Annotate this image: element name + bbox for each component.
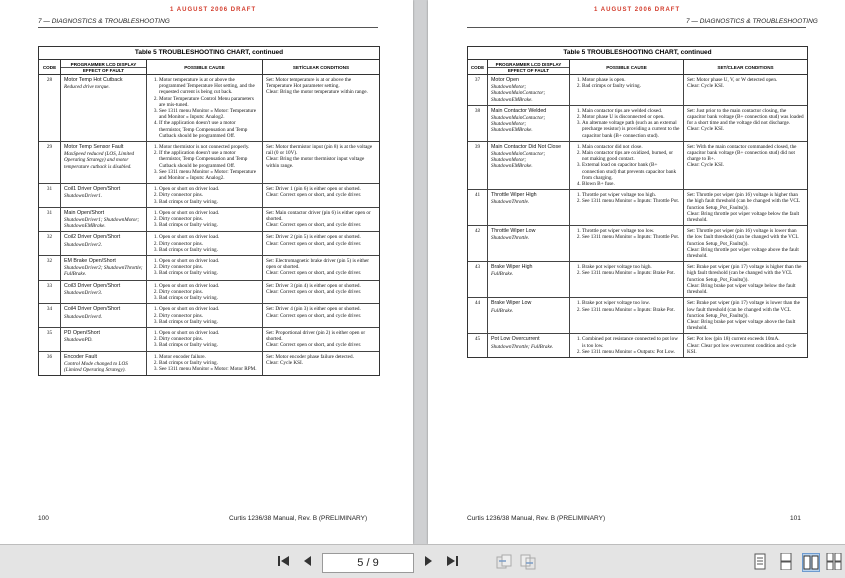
possible-cause-cell <box>147 256 263 280</box>
cause-item: 1. Open or short on driver load. <box>159 283 259 289</box>
set-clear-cell <box>684 334 807 357</box>
single-page-view-button[interactable] <box>752 553 768 570</box>
fault-name: Coil3 Driver Open/Short <box>64 282 121 289</box>
fault-code: 34 <box>39 304 61 327</box>
fault-display-cell <box>488 334 570 357</box>
cause-item: 1. Throttle pot wiper voltage too low. <box>582 228 680 234</box>
fault-name: Throttle Wiper High <box>491 192 537 199</box>
cause-item: 2. Bad crimps or faulty wiring. <box>582 83 680 89</box>
cause-item: 1. Brake pot wiper voltage too low. <box>582 300 680 306</box>
set-condition: Set: With the main contactor commanded closed, the capacitor bank voltage (B+ connection stud) did not charge to B+. <box>687 143 797 163</box>
fault-effect: ShutdownMainContactor; ShutdownMotor; ShutdownEMBrake. <box>491 115 546 134</box>
two-page-continuous-view-button[interactable] <box>826 553 842 570</box>
cause-item: 3. Bad crimps or faulty wiring. <box>159 247 259 253</box>
fault-code: 28 <box>39 75 61 141</box>
set-condition: Set: Brake pot wiper (pin 17) voltage is lower than the low fault threshold (can be changed with the VCL function Setup_Pot_Faults()). <box>687 300 800 319</box>
clear-condition: Clear: Bring the motor temperature within range. <box>266 89 368 96</box>
cause-list <box>150 186 259 205</box>
draft-stamp: 1 AUGUST 2006 DRAFT <box>594 7 681 13</box>
cause-list <box>150 77 259 139</box>
set-condition: Set: Motor phase U, V, or W detected open. <box>687 77 778 83</box>
set-condition: Set: Motor encoder phase failure detected. <box>266 353 354 360</box>
table-row <box>39 328 379 352</box>
fault-name: Encoder Fault <box>64 353 97 360</box>
fault-name: Throttle Wiper Low <box>491 228 536 235</box>
table-row <box>468 106 807 142</box>
fault-effect: FullBrake. <box>491 271 514 278</box>
cause-item: 3. Bad crimps or faulty wiring. <box>159 319 259 325</box>
page-101 <box>428 0 845 544</box>
fault-effect: FullBrake. <box>491 307 514 314</box>
cause-item: 4. Blown B+ fuse. <box>582 181 680 187</box>
clear-condition: Clear: Correct open or short, and cycle driver. <box>266 192 362 199</box>
page-100 <box>0 0 413 544</box>
fault-name: PD Open/Short <box>64 329 100 336</box>
fault-name: Motor Temp Sensor Fault <box>64 144 124 151</box>
table-title: Table 5 TROUBLESHOOTING CHART, continued <box>39 47 379 60</box>
single-page-icon <box>752 553 768 570</box>
troubleshooting-table <box>467 46 808 358</box>
set-clear-cell <box>263 232 379 255</box>
set-clear-cell <box>263 75 379 141</box>
cause-list <box>573 108 680 139</box>
header-cause: POSSIBLE CAUSE <box>570 60 684 74</box>
table-row <box>39 184 379 208</box>
header-code: CODE <box>468 60 488 74</box>
possible-cause-cell <box>570 75 684 105</box>
fault-name: Motor Temp Hot Cutback <box>64 77 123 83</box>
possible-cause-cell <box>570 190 684 225</box>
fault-display-cell <box>61 304 147 327</box>
set-condition: Set: Throttle pot wiper (pin 16) voltage is lower than the low fault threshold (can be changed with the VCL function Setup_Pot_Faults()). <box>687 228 799 247</box>
cause-item: 2. Dirty connector pins. <box>159 264 259 270</box>
table-row <box>468 298 807 334</box>
fault-display-cell <box>488 262 570 297</box>
cause-item: 1. Combined pot resistance connected to pot low is too low. <box>582 336 680 348</box>
cause-item: 1. Motor phase is open. <box>582 77 680 83</box>
clear-condition: Clear: Bring brake pot wiper voltage below the fault threshold. <box>687 282 796 296</box>
previous-page-button[interactable] <box>300 554 316 570</box>
fault-name: EM Brake Open/Short <box>64 258 116 265</box>
set-condition: Set: Driver 1 (pin 6) is either open or shorted. <box>266 186 361 193</box>
cause-list <box>150 144 259 181</box>
header-conditions: SET/CLEAR CONDITIONS <box>292 64 350 70</box>
set-condition: Set: Motor thermistor input (pin 8) is at the voltage rail (0 or 10V). <box>266 144 373 157</box>
set-clear-cell <box>684 190 807 225</box>
fault-display-cell <box>488 75 570 105</box>
cause-list <box>573 336 680 355</box>
fault-display-cell <box>488 142 570 189</box>
set-condition: Set: Just prior to the main contactor closing, the capacitor bank voltage (B+ connection stud) was loaded for a short time and the voltage did not discharge. <box>687 107 804 127</box>
possible-cause-cell <box>570 226 684 261</box>
fault-name: Brake Wiper Low <box>491 300 532 307</box>
possible-cause-cell <box>147 208 263 232</box>
cause-list <box>150 283 259 302</box>
fault-effect: ShutdownDriver2; ShutdownThrottle; FullBrake. <box>64 265 143 278</box>
clear-condition: Clear: Bring the motor thermistor input voltage within range. <box>266 156 365 169</box>
header-display: PROGRAMMER LCD DISPLAY EFFECT OF FAULT <box>488 60 570 74</box>
clear-condition: Clear: Cycle KSI. <box>687 126 725 133</box>
troubleshooting-table <box>38 46 380 376</box>
set-clear-cell <box>684 106 807 141</box>
page-number: 101 <box>790 515 801 522</box>
fault-display-cell <box>61 142 147 183</box>
set-clear-cell <box>684 262 807 297</box>
fault-display-cell <box>488 226 570 261</box>
cause-item: 3. Bad crimps or faulty wiring. <box>159 199 259 205</box>
cause-item: 3. Bad crimps or faulty wiring. <box>159 270 259 276</box>
clear-condition: Clear: Bring throttle pot wiper voltage above the fault threshold. <box>687 246 799 260</box>
table-row <box>39 304 379 328</box>
table-row <box>39 208 379 233</box>
cause-item: 3. See 1311 menu Monitor » Motor: Motor RPM. <box>159 366 259 372</box>
fault-name: Pot Low Overcurrent <box>491 336 540 343</box>
cause-item: 2. See 1311 menu Monitor » Inputs: Throttle Pot. <box>582 234 680 240</box>
clear-condition: Clear: Bring brake pot wiper voltage above the fault threshold. <box>687 318 796 332</box>
set-clear-cell <box>684 75 807 105</box>
fault-effect: ShutdownDriver1; ShutdownMotor; ShutdownEMBrake. <box>64 217 140 230</box>
fault-display-cell <box>61 256 147 280</box>
table-column-headers <box>39 60 379 75</box>
table-title: Table 5 TROUBLESHOOTING CHART, continued <box>468 47 807 60</box>
fault-code: 43 <box>468 262 488 297</box>
clear-condition: Clear: Correct open or short, and cycle driver. <box>266 240 362 247</box>
cause-list <box>150 330 259 349</box>
table-body <box>39 75 379 375</box>
set-clear-cell <box>263 142 379 183</box>
set-clear-cell <box>684 226 807 261</box>
fault-code: 37 <box>468 75 488 105</box>
fault-name: Brake Wiper High <box>491 264 533 271</box>
possible-cause-cell <box>570 106 684 141</box>
fault-name: Main Contactor Welded <box>491 107 547 114</box>
cause-item: 1. Motor thermistor is not connected properly. <box>159 144 259 150</box>
cause-item: 3. Bad crimps or faulty wiring. <box>159 222 259 228</box>
cause-list <box>573 77 680 89</box>
fault-code: 29 <box>39 142 61 183</box>
clear-condition: Clear: Clear pot low overcurrent condition and cycle KSI. <box>687 342 797 355</box>
cause-item: 2. Dirty connector pins. <box>159 313 259 319</box>
cause-item: 2. See 1311 menu Monitor » Inputs: Brake Pot. <box>582 307 680 313</box>
two-page-icon <box>803 554 819 571</box>
fault-name: Coil4 Driver Open/Short <box>64 306 121 313</box>
fault-code: 32 <box>39 232 61 255</box>
cause-item: 1. Brake pot wiper voltage too high. <box>582 264 680 270</box>
cause-item: 2. Dirty connector pins. <box>159 336 259 342</box>
table-row <box>468 75 807 106</box>
cause-item: 1. Open or short on driver load. <box>159 186 259 192</box>
fault-code: 42 <box>468 226 488 261</box>
set-clear-cell <box>684 142 807 189</box>
table-row <box>39 75 379 142</box>
header-cause: POSSIBLE CAUSE <box>147 60 263 74</box>
fault-display-cell <box>488 298 570 333</box>
cause-item: 2. See 1311 menu Monitor » Inputs: Brake Pot. <box>582 270 680 276</box>
cause-list <box>573 192 680 204</box>
fault-name: Coil1 Driver Open/Short <box>64 186 121 193</box>
fault-effect: ShutdownMotor; ShutdownMainContactor; ShutdownEMBrake. <box>491 84 546 103</box>
header-conditions: SET/CLEAR CONDITIONS <box>717 64 774 70</box>
two-page-continuous-icon <box>826 553 842 570</box>
fault-display-cell <box>61 208 147 232</box>
cause-item: 2. Motor Temperature Control Menu parameters are mis-tuned. <box>159 96 259 108</box>
fault-effect: ShutdownDriver1. <box>64 193 103 200</box>
cause-list <box>573 300 680 312</box>
cause-item: 2. Dirty connector pins. <box>159 192 259 198</box>
set-condition: Set: Driver 3 (pin 4) is either open or shorted. <box>266 282 361 289</box>
viewer-toolbar <box>0 544 845 578</box>
cause-item: 1. Open or short on driver load. <box>159 306 259 312</box>
fault-effect: Reduced drive torque. <box>64 84 110 91</box>
clear-condition: Clear: Cycle KSI. <box>687 162 725 169</box>
cause-item: 1. Main contactor did not close. <box>582 144 680 150</box>
forward-view-icon <box>520 554 536 570</box>
clear-condition: Clear: Cycle KSI. <box>266 359 304 366</box>
fault-display-cell <box>488 106 570 141</box>
fault-code: 45 <box>468 334 488 357</box>
table-row <box>468 142 807 190</box>
table-row <box>468 262 807 298</box>
cause-item: 2. Bad crimps or faulty wiring. <box>159 360 259 366</box>
fault-code: 35 <box>39 328 61 351</box>
first-page-button[interactable] <box>276 554 292 570</box>
cause-item: 2. Main contactor tips are oxidized, burned, or not making good contact. <box>582 150 680 162</box>
cause-item: 1. Motor encoder failure. <box>159 354 259 360</box>
possible-cause-cell <box>570 298 684 333</box>
page-footer: Curtis 1236/38 Manual, Rev. B (PRELIMINARY) <box>467 515 606 522</box>
back-view-icon <box>496 554 512 570</box>
cause-item: 1. Open or short on driver load. <box>159 210 259 216</box>
fault-effect: ShutdownPD. <box>64 337 93 344</box>
fault-display-cell <box>61 352 147 376</box>
cause-item: 1. Open or short on driver load. <box>159 258 259 264</box>
draft-stamp: 1 AUGUST 2006 DRAFT <box>170 7 257 13</box>
fault-effect: ShutdownThrottle. <box>491 235 530 242</box>
set-condition: Set: Throttle pot wiper (pin 16) voltage is higher than the high fault threshold (can be changed with the VCL function Setup_Pot_Faults()). <box>687 192 800 211</box>
cause-item: 2. Dirty connector pins. <box>159 241 259 247</box>
cause-item: 2. Dirty connector pins. <box>159 289 259 295</box>
cause-item: 1. Open or short on driver load. <box>159 330 259 336</box>
possible-cause-cell <box>570 142 684 189</box>
possible-cause-cell <box>147 232 263 255</box>
clear-condition: Clear: Correct open or short, and cycle driver. <box>266 288 362 295</box>
fault-effect: ShutdownDriver2. <box>64 241 103 248</box>
table-row <box>39 352 379 376</box>
chapter-header: 7 — DIAGNOSTICS & TROUBLESHOOTING <box>38 18 170 25</box>
header-rule <box>38 27 378 28</box>
fault-effect: ShutdownDriver3. <box>64 289 103 296</box>
fault-display-cell <box>61 281 147 304</box>
continuous-view-button[interactable] <box>778 553 794 570</box>
possible-cause-cell <box>147 281 263 304</box>
cause-item: 2. See 1311 menu Monitor » Inputs: Throttle Pot. <box>582 198 680 204</box>
page-number: 100 <box>38 515 49 522</box>
first-page-icon <box>277 554 291 568</box>
possible-cause-cell <box>147 304 263 327</box>
header-code: CODE <box>39 60 61 74</box>
table-row <box>39 256 379 281</box>
clear-condition: Clear: Bring throttle pot wiper voltage below the fault threshold. <box>687 210 800 224</box>
fault-code: 39 <box>468 142 488 189</box>
cause-item: 2. See 1311 menu Monitor » Outputs: Pot Low. <box>582 349 680 355</box>
set-clear-cell <box>684 298 807 333</box>
set-clear-cell <box>263 352 379 376</box>
chapter-header: 7 — DIAGNOSTICS & TROUBLESHOOTING <box>686 18 818 25</box>
possible-cause-cell <box>570 334 684 357</box>
fault-code: 31 <box>39 208 61 232</box>
set-clear-cell <box>263 328 379 351</box>
back-view-button[interactable] <box>496 554 512 570</box>
cause-item: 2. Motor phase U is disconnected or open. <box>582 114 680 120</box>
cause-item: 3. Bad crimps or faulty wiring. <box>159 342 259 348</box>
possible-cause-cell <box>147 142 263 183</box>
set-clear-cell <box>263 256 379 280</box>
set-condition: Set: Main contactor driver (pin 6) is either open or shorted. <box>266 209 371 223</box>
fault-effect: ShutdownDriver4. <box>64 313 103 320</box>
header-rule <box>467 27 806 28</box>
cause-list <box>150 234 259 253</box>
cause-list <box>573 228 680 240</box>
cause-item: 1. Open or short on driver load. <box>159 234 259 240</box>
possible-cause-cell <box>147 352 263 376</box>
two-page-view-button[interactable] <box>802 553 820 572</box>
fault-effect: Control Mode changed to LOS (Limited Operating Strategy). <box>64 360 128 373</box>
last-page-button[interactable] <box>444 554 460 570</box>
fault-name: Main Contactor Did Not Close <box>491 143 562 150</box>
fault-code: 31 <box>39 184 61 207</box>
set-condition: Set: Brake pot wiper (pin 17) voltage is higher than the high fault threshold (can be changed with the VCL function Setup_Pot_Faults()). <box>687 264 802 283</box>
fault-display-cell <box>61 184 147 207</box>
fault-display-cell <box>488 190 570 225</box>
possible-cause-cell <box>147 328 263 351</box>
clear-condition: Clear: Correct open or short, and cycle driver. <box>266 222 362 229</box>
clear-condition: Clear: Cycle KSI. <box>687 83 725 90</box>
table-row <box>468 226 807 262</box>
table-row <box>39 142 379 184</box>
set-clear-cell <box>263 208 379 232</box>
possible-cause-cell <box>147 184 263 207</box>
fault-effect: MaxSpeed reduced (LOS, Limited Operating Strategy) and motor temperature cutback is disabled. <box>64 151 135 170</box>
fault-code: 32 <box>39 256 61 280</box>
last-page-icon <box>445 554 459 568</box>
set-clear-cell <box>263 304 379 327</box>
set-condition: Set: Driver 4 (pin 3) is either open or shorted. <box>266 306 361 313</box>
fault-code: 36 <box>39 352 61 376</box>
fault-name: Coil2 Driver Open/Short <box>64 234 121 241</box>
cause-item: 3. External load on capacitor bank (B+ connection stud) that prevents capacitor bank from charging. <box>582 162 680 181</box>
table-row <box>468 334 807 357</box>
cause-item: 3. See 1311 menu Monitor » Motor: Temperature and Monitor » Inputs: Analog2. <box>159 108 259 120</box>
set-condition: Set: Proportional driver (pin 2) is either open or shorted. <box>266 329 366 343</box>
fault-name: Motor Open <box>491 77 519 83</box>
cause-item: 3. An alternate voltage path (such as an external precharge resistor) is providing a current to the capacitor bank (B+ connection stud). <box>582 120 680 139</box>
cause-item: 1. Main contactor tips are welded closed. <box>582 108 680 114</box>
set-condition: Set: Driver 2 (pin 5) is either open or shorted. <box>266 234 361 241</box>
table-body <box>468 75 807 357</box>
table-row <box>39 232 379 256</box>
cause-list <box>150 210 259 229</box>
clear-condition: Clear: Correct open or short, and cycle driver. <box>266 342 362 349</box>
cause-list <box>150 306 259 325</box>
fault-code: 33 <box>39 281 61 304</box>
continuous-page-icon <box>778 553 794 570</box>
cause-item: 1. Motor temperature is at or above the programmed Temperature Hot setting, and the requested current is being cut back. <box>159 77 259 96</box>
fault-effect: ShutdownThrottle. <box>491 199 530 206</box>
previous-page-icon <box>301 554 315 568</box>
header-display: PROGRAMMER LCD DISPLAY EFFECT OF FAULT <box>61 60 147 74</box>
page-number-input[interactable]: 5 / 9 <box>322 553 414 573</box>
set-condition: Set: Motor temperature is at or above the Temperature Hot parameter setting. <box>266 77 352 90</box>
fault-code: 38 <box>468 106 488 141</box>
cause-item: 2. Dirty connector pins. <box>159 216 259 222</box>
forward-view-button[interactable] <box>520 554 536 570</box>
cause-list <box>573 264 680 276</box>
next-page-icon <box>421 554 435 568</box>
fault-effect: ShutdownMainContactor; ShutdownMotor; ShutdownEMBrake. <box>491 151 546 170</box>
possible-cause-cell <box>147 75 263 141</box>
cause-item: 2. If the application doesn't use a motor thermistor, Temp Compensation and Temp Cutback should be programmed Off. <box>159 150 259 169</box>
cause-item: 3. See 1311 menu Monitor » Motor: Temperature and Monitor » Inputs: Analog2. <box>159 169 259 181</box>
cause-list <box>150 258 259 277</box>
set-clear-cell <box>263 281 379 304</box>
cause-item: 1. Throttle pot wiper voltage too high. <box>582 192 680 198</box>
cause-item: 4. If the application doesn't use a motor thermistor, Temp Compensation and Temp Cutback should be programmed Off. <box>159 120 259 139</box>
cause-item: 3. Bad crimps or faulty wiring. <box>159 295 259 301</box>
fault-name: Main Open/Short <box>64 209 105 216</box>
set-clear-cell <box>263 184 379 207</box>
fault-code: 41 <box>468 190 488 225</box>
table-column-headers <box>468 60 807 75</box>
clear-condition: Clear: Correct open or short, and cycle driver. <box>266 270 362 277</box>
fault-display-cell <box>61 328 147 351</box>
clear-condition: Clear: Correct open or short, and cycle driver. <box>266 312 362 319</box>
page-footer: Curtis 1236/38 Manual, Rev. B (PRELIMINARY) <box>229 515 368 522</box>
set-condition: Set: Electromagnetic brake driver (pin 5) is either open or shorted. <box>266 258 369 271</box>
table-row <box>39 281 379 305</box>
set-condition: Set: Pot low (pin 18) current exceeds 10mA. <box>687 336 780 343</box>
cause-list <box>573 144 680 187</box>
possible-cause-cell <box>570 262 684 297</box>
fault-display-cell <box>61 232 147 255</box>
fault-display-cell <box>61 75 147 141</box>
fault-effect: ShutdownThrottle; FullBrake. <box>491 343 554 350</box>
next-page-button[interactable] <box>420 554 436 570</box>
table-row <box>468 190 807 226</box>
cause-list <box>150 354 259 373</box>
fault-code: 44 <box>468 298 488 333</box>
